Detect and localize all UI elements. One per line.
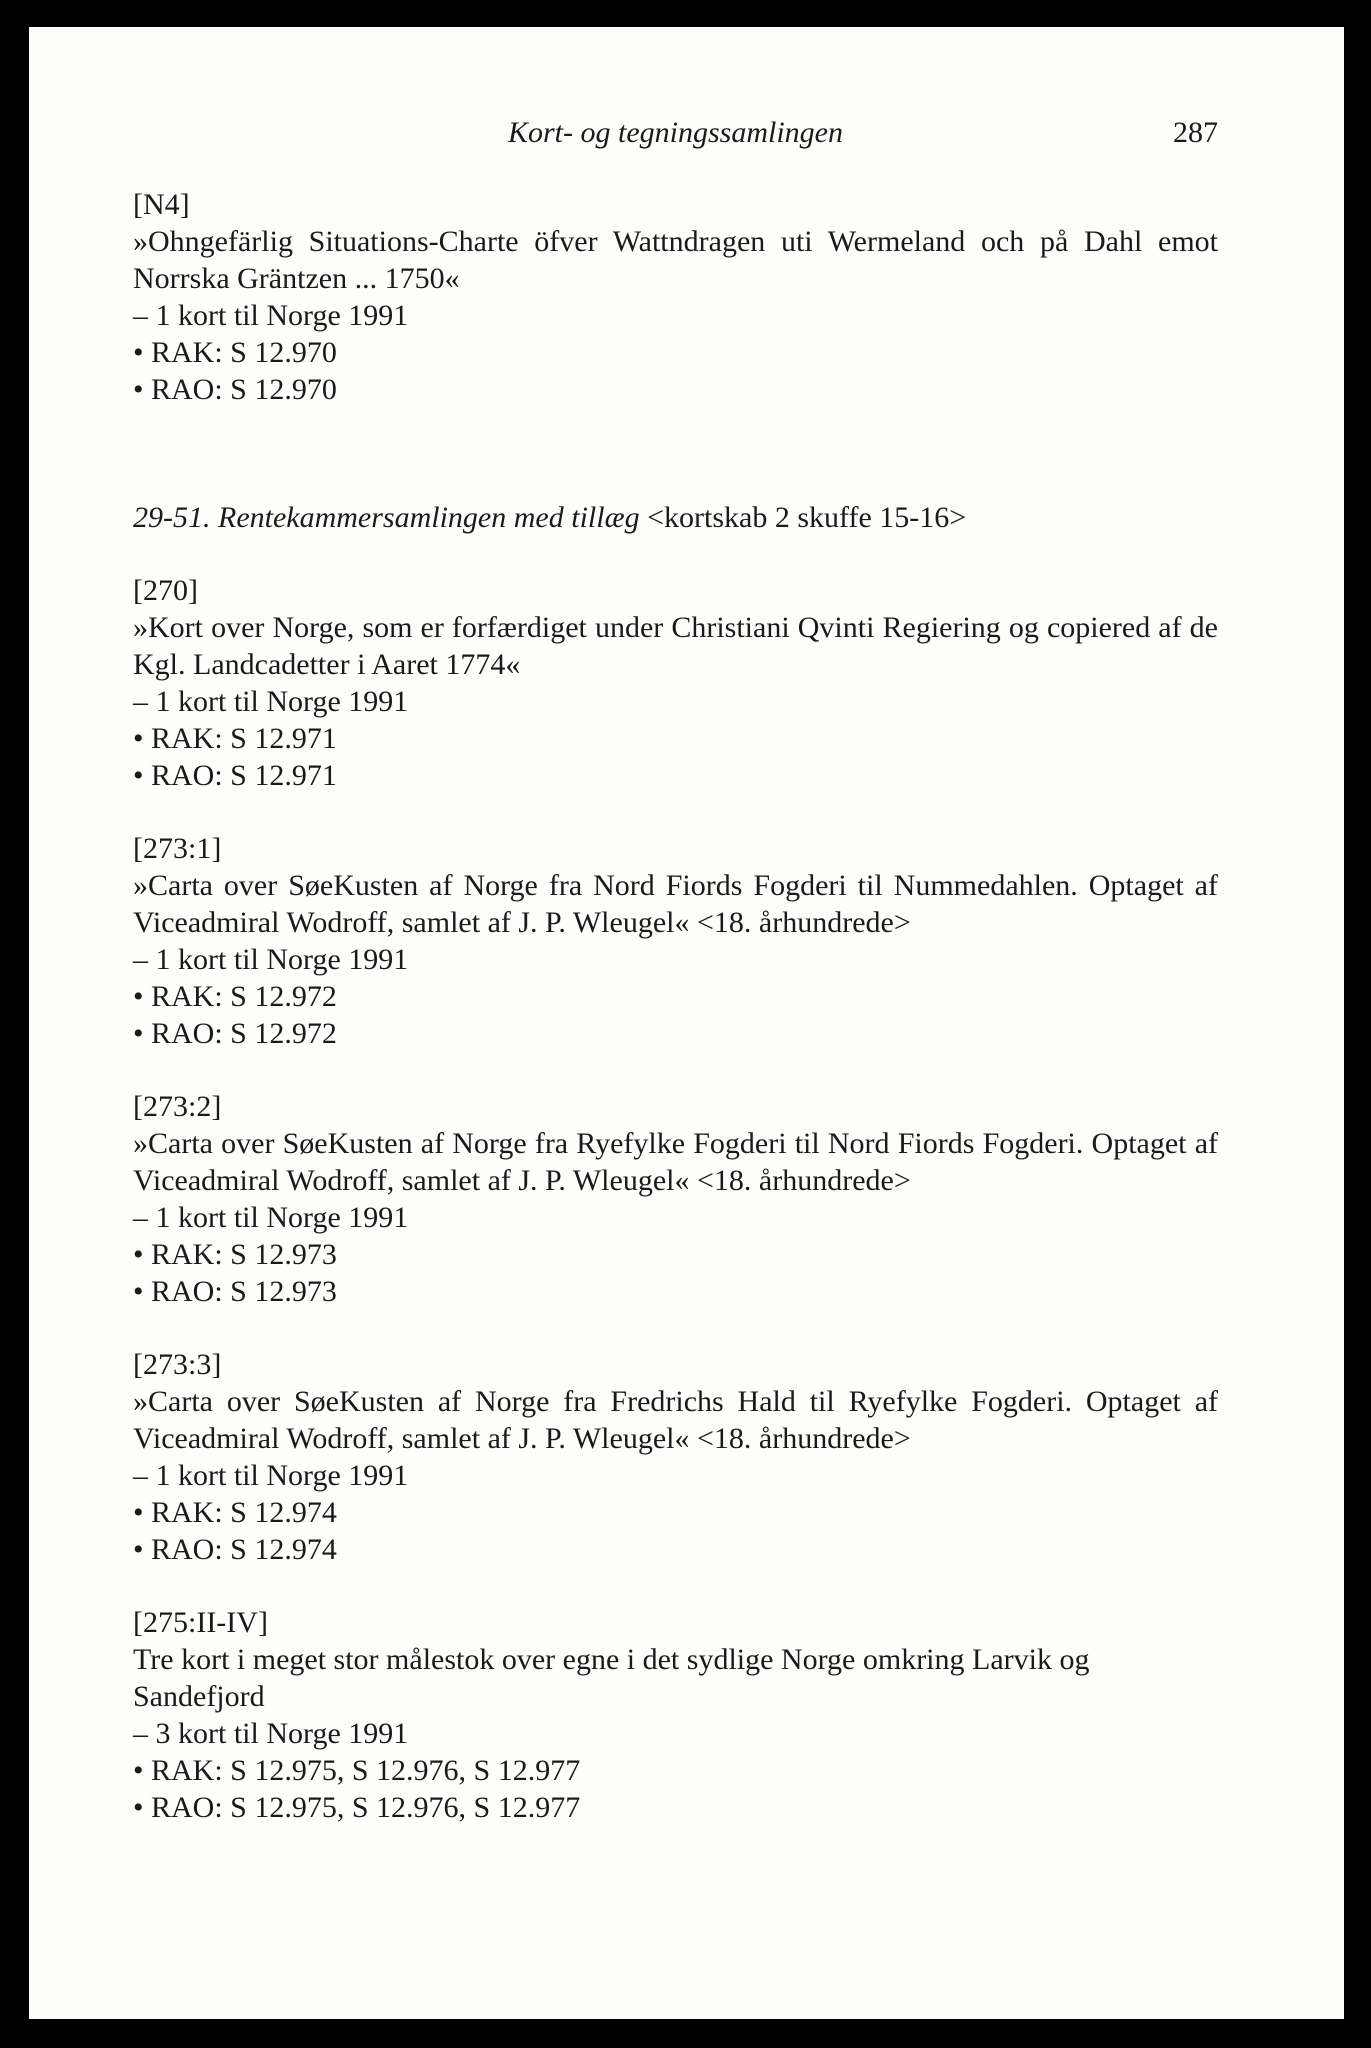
entry-rak: • RAK: S 12.972: [133, 980, 337, 1013]
entry-rak: • RAK: S 12.974: [133, 1496, 337, 1529]
section-number: 29-51.: [133, 501, 211, 534]
entry-rao: • RAO: S 12.974: [133, 1533, 337, 1566]
entry-description: »Carta over SøeKusten af Norge fra Nord Fiords Fogderi til Nummedahlen. Optaget af Viceadmiral Wodroff, samlet af J. P. Wleugel« <18. århundrede>: [133, 869, 1218, 939]
catalog-entry: [133, 830, 1218, 1052]
running-title: Kort- og tegningssamlingen: [508, 116, 843, 149]
entry-rao: • RAO: S 12.971: [133, 759, 337, 792]
entry-rao: • RAO: S 12.970: [133, 373, 337, 406]
entry-rak: • RAK: S 12.975, S 12.976, S 12.977: [133, 1754, 581, 1787]
catalog-entry: [133, 572, 1218, 794]
entry-transfer: – 1 kort til Norge 1991: [133, 1201, 409, 1234]
catalog-entry: [133, 1088, 1218, 1310]
catalog-entry: [133, 186, 1218, 408]
entry-id: [273:1]: [133, 832, 222, 865]
entry-id: [275:II-IV]: [133, 1606, 268, 1639]
section-location: <kortskab 2 skuffe 15-16>: [647, 501, 967, 534]
catalog-entry: [133, 1346, 1218, 1568]
entry-description: »Kort over Norge, som er forfærdiget under Christiani Qvinti Regiering og copiered af de Kgl. Landcadetter i Aaret 1774«: [133, 611, 1218, 681]
running-header: [133, 113, 1218, 153]
entry-rak: • RAK: S 12.971: [133, 722, 337, 755]
entry-rao: • RAO: S 12.973: [133, 1275, 337, 1308]
page: [29, 27, 1344, 2019]
page-body: [133, 186, 1218, 1826]
entry-transfer: – 1 kort til Norge 1991: [133, 299, 409, 332]
entry-transfer: – 3 kort til Norge 1991: [133, 1717, 409, 1750]
page-number: 287: [1173, 116, 1218, 149]
entry-description: »Ohngefärlig Situations-Charte öfver Wattndragen uti Wermeland och på Dahl emot Norrska Gräntzen ... 1750«: [133, 225, 1218, 295]
entry-id: [270]: [133, 574, 198, 607]
catalog-entry: [133, 1604, 1218, 1826]
entry-rao: • RAO: S 12.975, S 12.976, S 12.977: [133, 1791, 581, 1824]
entry-rak: • RAK: S 12.973: [133, 1238, 337, 1271]
entry-description: »Carta over SøeKusten af Norge fra Fredrichs Hald til Ryefylke Fogderi. Optaget af Viceadmiral Wodroff, samlet af J. P. Wleugel« <18. århundrede>: [133, 1385, 1218, 1455]
entry-description: Tre kort i meget stor målestok over egne i det sydlige Norge omkring Larvik og Sandefjord: [133, 1643, 1090, 1713]
section-heading: [133, 499, 1218, 536]
entry-id: [273:3]: [133, 1348, 222, 1381]
section-title: Rentekammersamlingen med tillæg: [218, 501, 640, 534]
entry-transfer: – 1 kort til Norge 1991: [133, 685, 409, 718]
entry-rak: • RAK: S 12.970: [133, 336, 337, 369]
entry-id: [273:2]: [133, 1090, 222, 1123]
entry-transfer: – 1 kort til Norge 1991: [133, 943, 409, 976]
entry-id: [N4]: [133, 188, 190, 221]
entry-rao: • RAO: S 12.972: [133, 1017, 337, 1050]
entry-transfer: – 1 kort til Norge 1991: [133, 1459, 409, 1492]
entry-description: »Carta over SøeKusten af Norge fra Ryefylke Fogderi til Nord Fiords Fogderi. Optaget af Viceadmiral Wodroff, samlet af J. P. Wleugel« <18. århundrede>: [133, 1127, 1218, 1197]
